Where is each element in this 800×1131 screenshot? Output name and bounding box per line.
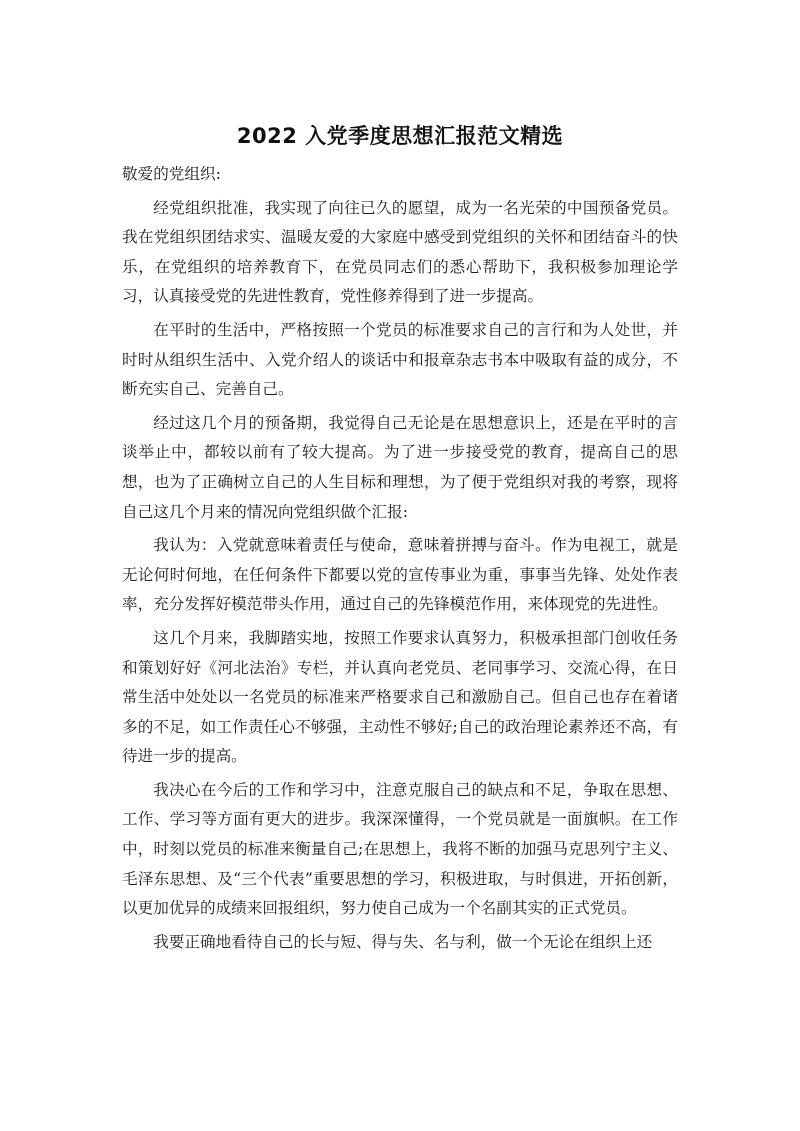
document-body (122, 160, 678, 961)
paragraph: 我决心在今后的工作和学习中，注意克服自己的缺点和不足，争取在思想、工作、学习等方面有更大的进步。我深深懂得，一个党员就是一面旗帜。在工作中，时刻以党员的标准来衡量自己;在思想上，我将不断的加强马克思列宁主义、毛泽东思想、及“三个代表”重要思想的学习，积极进取，与时俱进，开拓创新，以更加优异的成绩来回报组织，努力使自己成为一个名副其实的正式党员。 (122, 780, 678, 918)
document-title: 2022 入党季度思想汇报范文精选 (236, 124, 564, 148)
paragraph: 在平时的生活中，严格按照一个党员的标准要求自己的言行和为人处世，并时时从组织生活中、入党介绍人的谈话中和报章杂志书本中吸取有益的成分，不断充实自己、完善自己。 (122, 320, 678, 399)
paragraph: 经党组织批准，我实现了向往已久的愿望，成为一名光荣的中国预备党员。我在党组织团结求实、温暖友爱的大家庭中感受到党组织的关怀和团结奋斗的快乐，在党组织的培养教育下，在党员同志们的悉心帮助下，我积极参加理论学习，认真接受党的先进性教育，党性修养得到了进一步提高。 (122, 198, 678, 306)
paragraph: 我认为：入党就意味着责任与使命，意味着拼搏与奋斗。作为电视工，就是无论何时何地，在任何条件下都要以党的宣传事业为重，事事当先锋、处处作表率，充分发挥好模范带头作用，通过自己的先锋模范作用，来体现党的先进性。 (122, 536, 678, 614)
salutation: 敬爱的党组织: (122, 165, 221, 183)
paragraph: 经过这几个月的预备期，我觉得自己无论是在思想意识上，还是在平时的言谈举止中，都较以前有了较大提高。为了进一步接受党的教育，提高自己的思想，也为了正确树立自己的人生目标和理想，为了便于党组织对我的考察，现将自己这几个月来的情况向党组织做个汇报: (122, 413, 678, 521)
paragraph: 我要正确地看待自己的长与短、得与失、名与利，做一个无论在组织上还 (153, 932, 653, 951)
paragraph: 这几个月来，我脚踏实地，按照工作要求认真努力，积极承担部门创收任务和策划好好《河北法治》专栏，并认真向老党员、老同事学习、交流心得，在日常生活中处处以一名党员的标准来严格要求自己和激励自己。但自己也存在着诸多的不足，如工作责任心不够强，主动性不够好;自己的政治理论素养还不高，有待进一步的提高。 (122, 628, 678, 766)
